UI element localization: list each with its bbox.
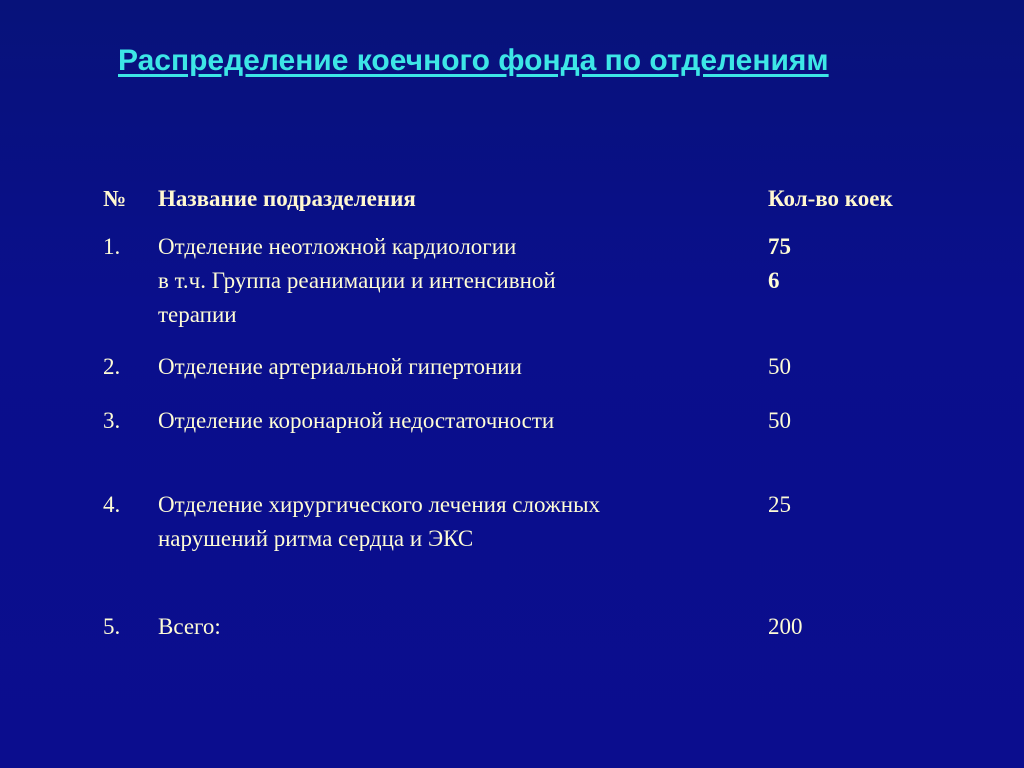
row-1-num: 1. bbox=[103, 234, 121, 259]
row-4-num: 4. bbox=[103, 492, 121, 517]
header-beds: Кол-во коек bbox=[768, 186, 893, 211]
row-2-name: Отделение артериальной гипертонии bbox=[158, 354, 522, 379]
row-4-beds: 25 bbox=[768, 492, 791, 517]
row-3-beds: 50 bbox=[768, 408, 791, 433]
row-2-num: 2. bbox=[103, 354, 121, 379]
row-5-name: Всего: bbox=[158, 614, 221, 639]
row-5-beds: 200 bbox=[768, 614, 803, 639]
header-name: Название подразделения bbox=[158, 186, 416, 211]
row-1-name-line-3: терапии bbox=[158, 302, 237, 327]
row-1-name-line-1: Отделение неотложной кардиологии bbox=[158, 234, 517, 259]
row-1-beds-line-2: 6 bbox=[768, 268, 780, 293]
row-1-beds-line-1: 75 bbox=[768, 234, 791, 259]
row-5-num: 5. bbox=[103, 614, 121, 639]
page-title: Распределение коечного фонда по отделениям bbox=[118, 44, 829, 77]
header-num: № bbox=[103, 186, 127, 211]
row-1-name-line-2: в т.ч. Группа реанимации и интенсивной bbox=[158, 268, 556, 293]
row-2-beds: 50 bbox=[768, 354, 791, 379]
row-4-name-line-1: Отделение хирургического лечения сложных bbox=[158, 492, 601, 517]
row-3-name: Отделение коронарной недостаточности bbox=[158, 408, 555, 433]
row-4-name-line-2: нарушений ритма сердца и ЭКС bbox=[158, 526, 474, 551]
title-container bbox=[118, 44, 978, 78]
row-3-num: 3. bbox=[103, 408, 121, 433]
